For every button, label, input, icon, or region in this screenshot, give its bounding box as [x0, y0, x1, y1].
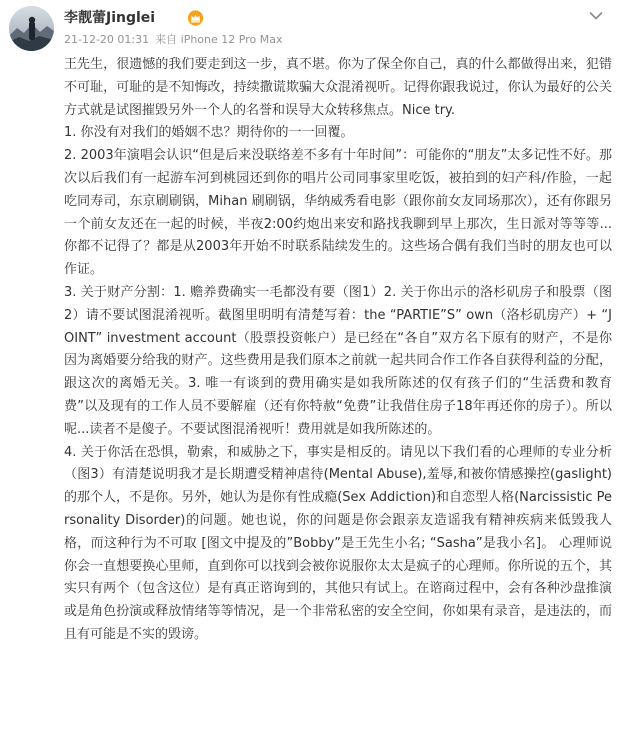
author-avatar[interactable]: [9, 6, 54, 51]
post-paragraph-4: 4. 关于你活在恐惧，勒索，和威胁之下，事实是相反的。请见以下我们看的心理师的专业分析（图3）有清楚说明我才是长期遭受精神虐待(Mental Abuse),羞辱,和被你情感操控(gaslight)的那个人，不是你。另外，她认为是你有性成瘾(Sex Addiction)和自恋型人格(Narcissistic Personality Disorder)的问题。她也说，你的问题是你会跟亲友造谣我有精神疾病来低毁我人格，而这种行为不可取 [图文中提及的”Bobby”是王先生小名; “Sasha”是我小名]。 心理师说你会一直想要换心里师，直到你可以找到会被你说服你太太是疯子的心理师。你所说的五个，其实只有两个（包含这位）是有真正谘询到的，其他只有试上。在谘商过程中，会有各种沙盘推演或是角色扮演或释放情绪等等情况，是一个非常私密的安全空间，你如果有录音，是违法的，而且有可能是不实的毁谤。: [64, 444, 612, 642]
chevron-down-icon[interactable]: [589, 11, 603, 21]
avatar-photo-icon: [9, 6, 54, 51]
vip-crown-icon: [187, 10, 204, 26]
post-meta: [64, 33, 282, 47]
post-timestamp[interactable]: 21-12-20 01:31: [64, 33, 150, 46]
author-name[interactable]: 李靓蕾Jinglei: [64, 10, 156, 26]
post-content: [64, 54, 612, 647]
post-paragraph-2: 2. 2003年演唱会认识“但是后来没联络差不多有十年时间”：可能你的“朋友”太多记性不好。那次以后我们有一起游车河到桃园还到你的唱片公司同事家里吃饭，被拍到的妇产科/作脸，一起吃同寿司，东京刷刷锅，Mihan 刷刷锅，华纳威秀看电影（跟你前女友同场那次），还有你跟另一个前女友还在一起的时候，半夜2:00约炮出来安和路找我聊到早上那次，生日派对等等等...你都不记得了？都是从2003年开始不时联系陆续发生的。这些场合偶有我们当时的朋友也可以作证。: [64, 148, 612, 278]
post-paragraph-3: 3. 关于财产分割：1. 赡养费确实一毛都没有要（图1）2. 关于你出示的洛杉矶房子和股票（图2）请不要试图混淆视听。截图里明明有清楚写着：the “PARTIE”S” own（洛杉矶房产）+ “JOINT” investment account（股票投资帐户）是已经在“各自”双方名下原有的财产，不是你因为离婚要分给我的财产。这些费用是我们原本之前就一起共同合作工作各自获得利益的分配，跟这次的离婚无关。3. 唯一有谈到的费用确实是如我所陈述的仅有孩子们的“生活费和教育费”以及现有的工作人员不要解雇（还有你特赦“免费”让我借住房子18年再还你的房子）。所以呢...读者不是傻子。不要试图混淆视听！费用就是如我所陈述的。: [64, 284, 612, 437]
source-device: iPhone 12 Pro Max: [180, 33, 283, 46]
post-paragraph-intro: 王先生，很遗憾的我们要走到这一步，真不堪。你为了保全你自己，真的什么都做得出来，犯错不可耻，可耻的是不知悔改，持续撒谎欺骗大众混淆视听。记得你跟我说过，你认为最好的公关方式就是试图摧毁另外一个人的名誉和误导大众转移焦点。Nice try.: [64, 57, 612, 118]
source-prefix: 来自: [155, 33, 178, 46]
post-paragraph-1: 1. 你没有对我们的婚姻不忠？期待你的一一回覆。: [64, 125, 354, 141]
